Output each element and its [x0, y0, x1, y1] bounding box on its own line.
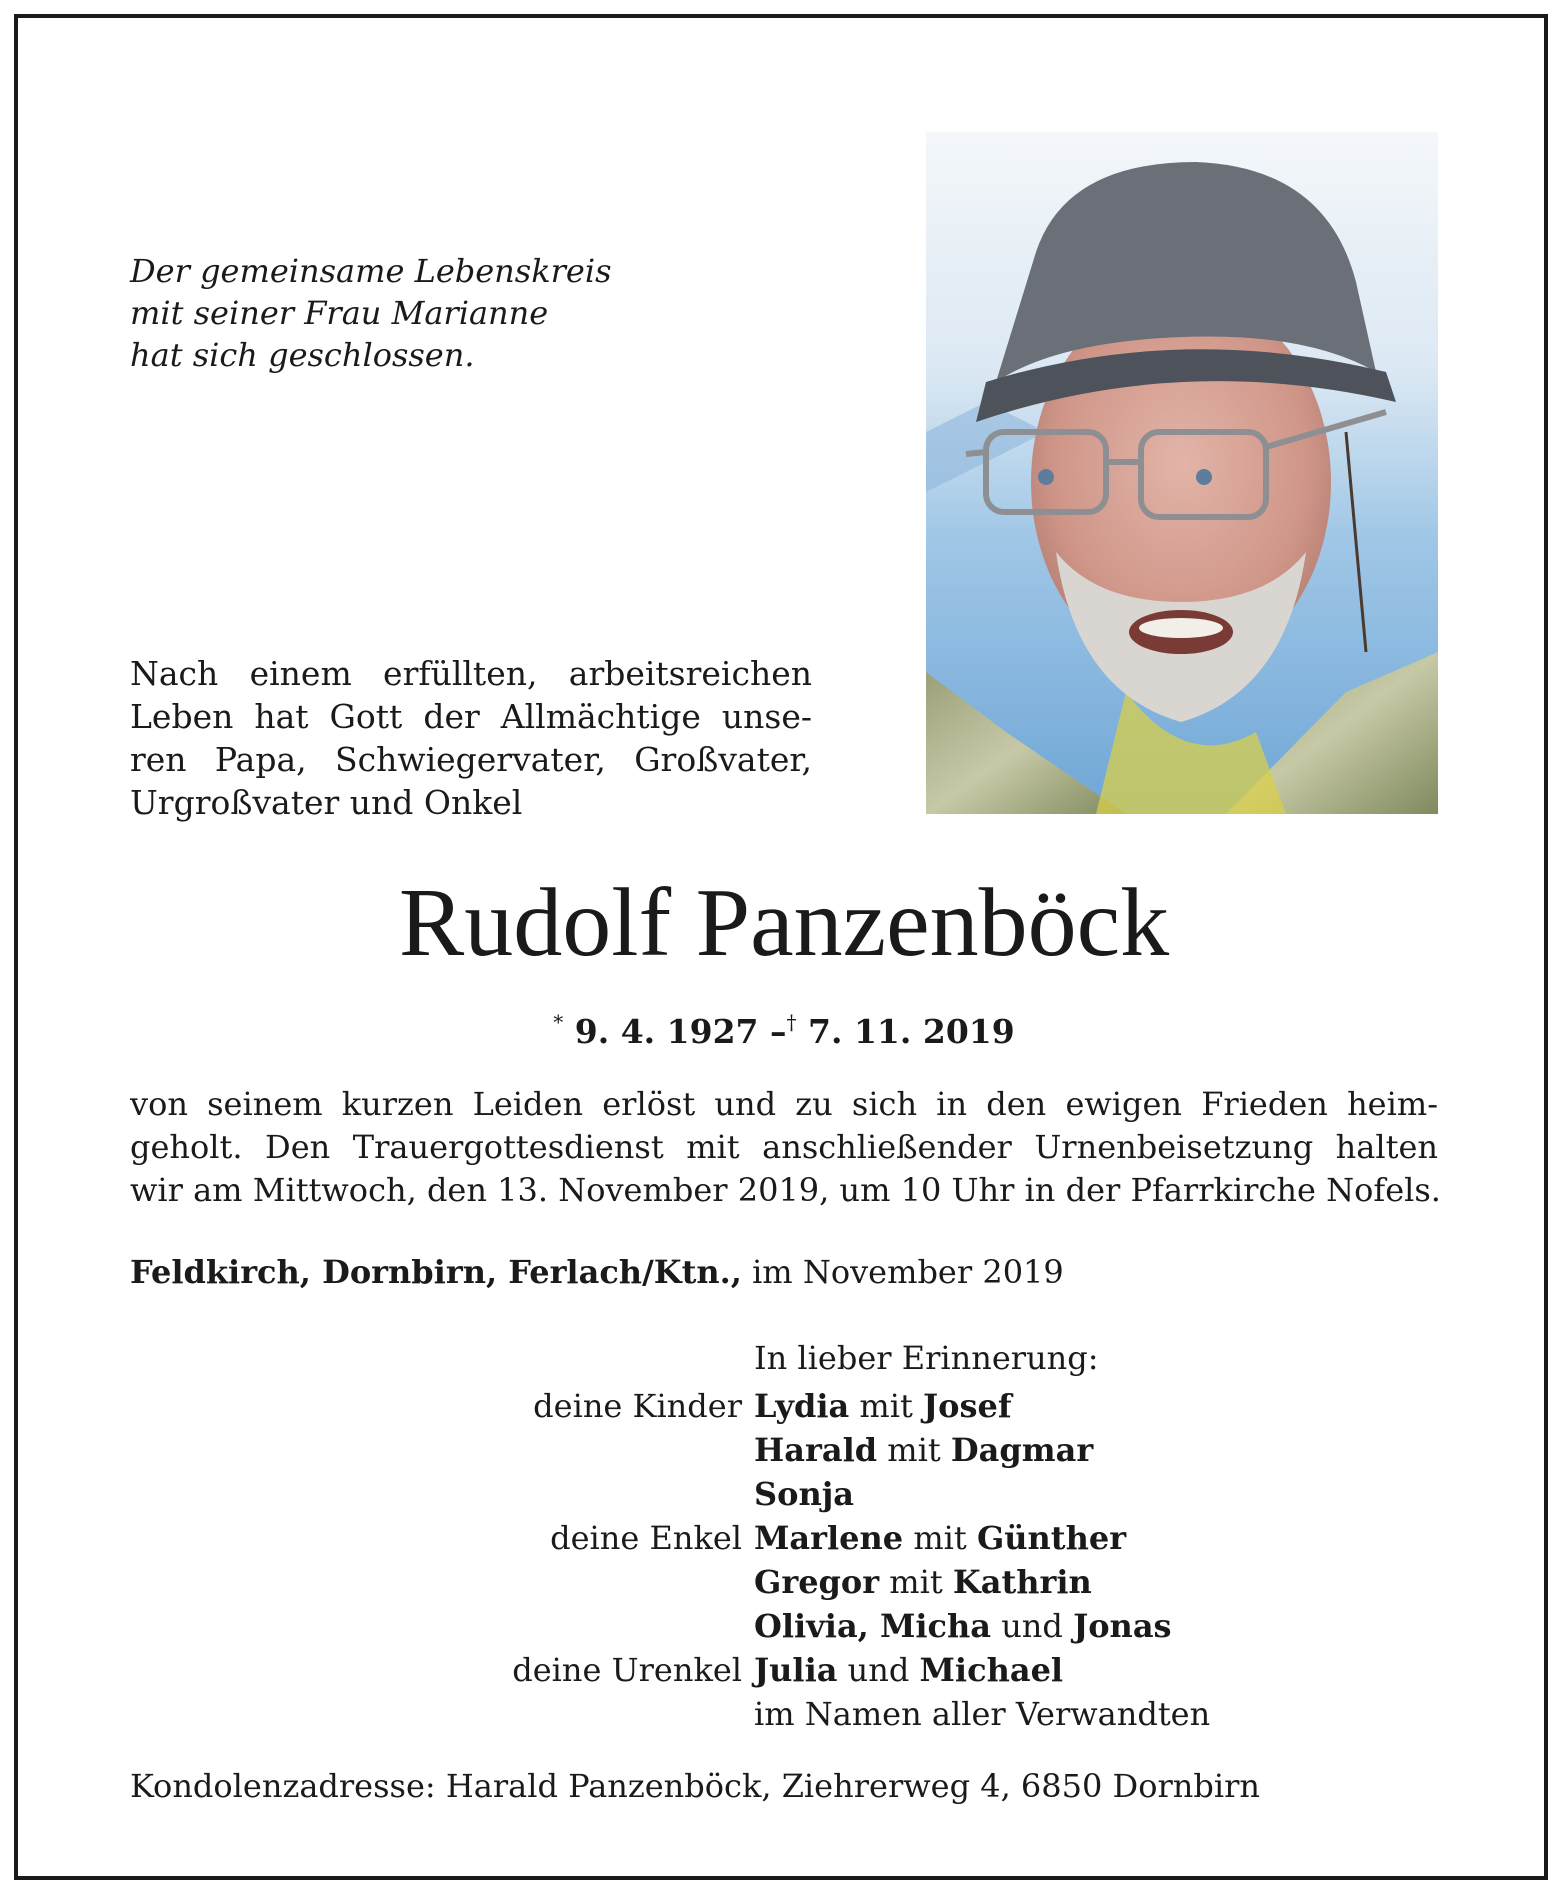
death-date: 7. 11. 2019: [808, 1012, 1015, 1051]
announcement-line: Nach einem erfüllten, arbeitsreichen: [130, 654, 812, 693]
condolence-address: Kondolenzadresse: Harald Panzenböck, Ziehrerweg 4, 6850 Dornbirn: [130, 1767, 1260, 1805]
announcement-line: Leben hat Gott der Allmächtige unse-: [130, 697, 812, 736]
family-name: Harald: [754, 1431, 878, 1469]
family-names: [754, 1516, 1126, 1560]
birth-symbol: *: [553, 1010, 564, 1034]
family-row: [0, 1428, 1568, 1472]
family-connector: mit: [849, 1387, 923, 1425]
family-connector: mit: [879, 1563, 953, 1601]
intro-line: mit seiner Frau Marianne: [130, 294, 549, 332]
family-connector: mit: [877, 1431, 951, 1469]
intro-line: Der gemeinsame Lebenskreis: [130, 252, 612, 290]
death-symbol: †: [786, 1010, 797, 1034]
family-name: Kathrin: [952, 1563, 1092, 1601]
family-name: Marlene: [754, 1519, 904, 1557]
family-list: [0, 1384, 1568, 1736]
portrait-photo-icon: [926, 132, 1438, 814]
family-name: Sonja: [754, 1475, 855, 1513]
announcement-line: ren Papa, Schwiegervater, Großvater,: [130, 740, 812, 779]
family-name: Olivia, Micha: [754, 1607, 992, 1645]
family-row: [0, 1472, 1568, 1516]
family-name: Lydia: [754, 1387, 850, 1425]
service-line: wir am Mittwoch, den 13. November 2019, um 10 Uhr in der Pfarrkirche Nofels.: [130, 1171, 1441, 1209]
intro-line: hat sich geschlossen.: [130, 336, 475, 374]
memory-heading: In lieber Erinnerung:: [754, 1339, 1099, 1377]
announcement: [130, 652, 812, 824]
family-names: [754, 1384, 1012, 1428]
service-line: geholt. Den Trauergottesdienst mit anschließender Urnenbeisetzung halten: [130, 1128, 1438, 1166]
family-names: [754, 1604, 1172, 1648]
date-separator: –: [770, 1012, 787, 1051]
family-names: [754, 1472, 854, 1516]
family-connector: mit: [903, 1519, 977, 1557]
family-name: Josef: [923, 1387, 1012, 1425]
family-name: Michael: [919, 1651, 1064, 1689]
family-name: Gregor: [754, 1563, 880, 1601]
family-row: [0, 1692, 1568, 1736]
intro-verse: [130, 250, 611, 376]
children-label: deine Kinder: [533, 1387, 742, 1425]
family-name: Jonas: [1073, 1607, 1172, 1645]
family-row: [0, 1560, 1568, 1604]
family-connector: und: [837, 1651, 920, 1689]
family-names: [754, 1560, 1092, 1604]
place-and-date: [130, 1250, 1064, 1294]
service-info: [130, 1083, 1441, 1212]
family-names: [754, 1648, 1063, 1692]
family-connector: und: [991, 1607, 1074, 1645]
deceased-name: Rudolf Panzenböck: [398, 869, 1170, 977]
family-name: Günther: [976, 1519, 1127, 1557]
family-row: [0, 1648, 1568, 1692]
relatives-line: im Namen aller Verwandten: [754, 1695, 1211, 1733]
family-name: Julia: [754, 1651, 838, 1689]
family-names: [754, 1428, 1093, 1472]
place-date: im November 2019: [741, 1253, 1064, 1291]
great-grandchildren-label: deine Urenkel: [512, 1651, 742, 1689]
family-row: [0, 1516, 1568, 1560]
life-dates: [0, 1000, 1568, 1054]
family-name: Dagmar: [950, 1431, 1094, 1469]
family-row: [0, 1384, 1568, 1428]
birth-date: 9. 4. 1927: [574, 1012, 759, 1051]
family-row: [0, 1604, 1568, 1648]
grandchildren-label: deine Enkel: [550, 1519, 742, 1557]
place-names: Feldkirch, Dornbirn, Ferlach/Ktn.,: [130, 1253, 742, 1291]
announcement-line: Urgroßvater und Onkel: [130, 783, 523, 822]
service-line: von seinem kurzen Leiden erlöst und zu sich in den ewigen Frieden heim-: [130, 1085, 1438, 1123]
